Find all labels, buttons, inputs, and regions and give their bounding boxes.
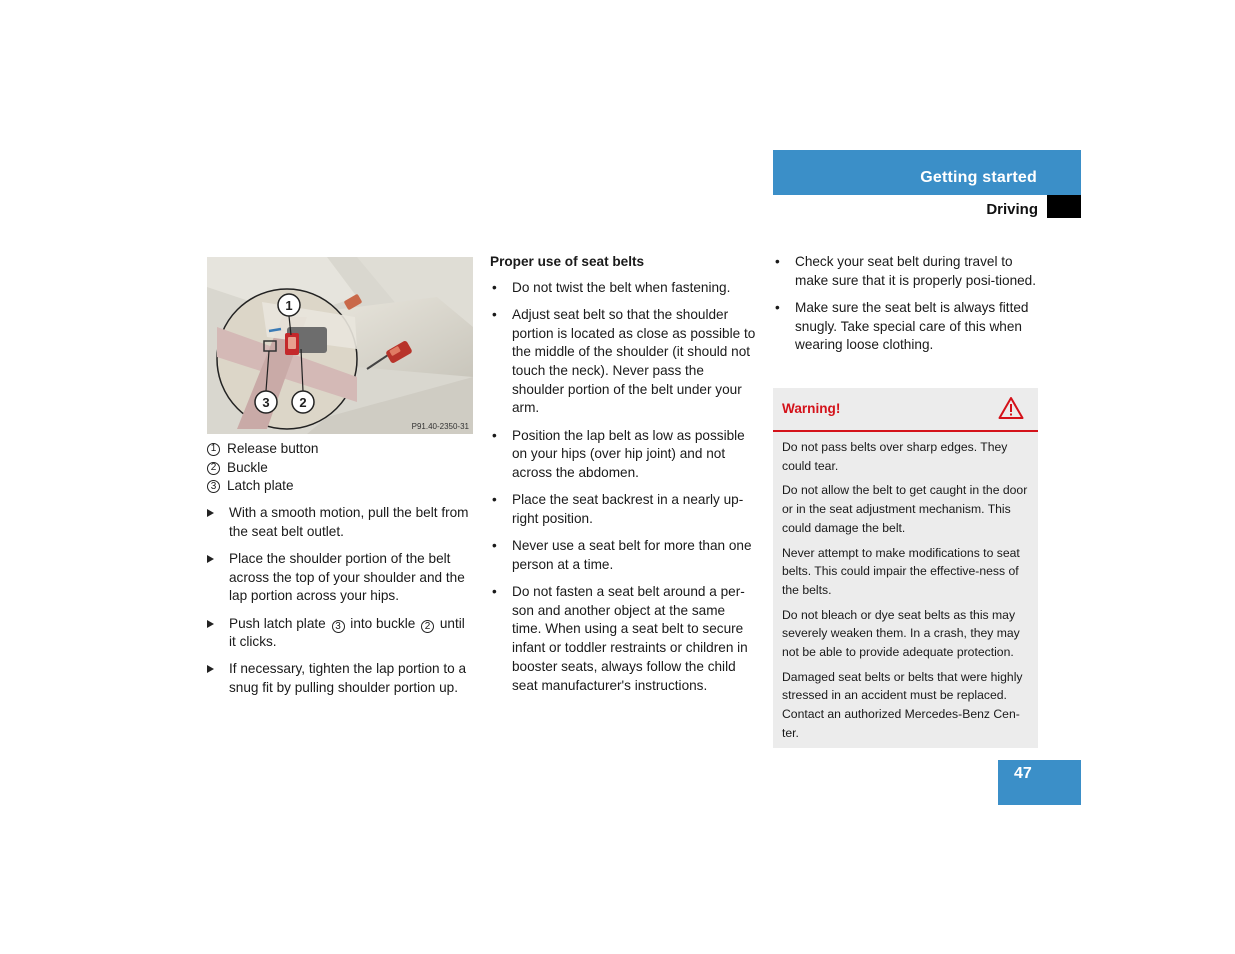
warning-triangle-icon — [998, 396, 1024, 420]
seat-belt-illustration — [207, 257, 473, 434]
arrow-right-icon — [207, 555, 214, 563]
legend-label: Release button — [227, 441, 319, 456]
instruction-step: Push latch plate 3 into buckle 2 until it clicks. — [207, 615, 473, 652]
bullet-icon: • — [492, 279, 497, 295]
instruction-step: If necessary, tighten the lap portion to a snug fit by pulling shoulder portion up. — [207, 660, 473, 697]
bullet-icon: • — [492, 538, 497, 554]
bullet-icon: • — [492, 492, 497, 508]
list-item: • Place the seat backrest in a nearly up-right position. — [492, 492, 744, 526]
list-item: • Make sure the seat belt is always fitted snugly. Take special care of this when wearing loose clothing. — [775, 299, 1029, 353]
legend-label: Latch plate — [227, 478, 294, 494]
bullet-icon: • — [492, 427, 497, 443]
arrow-right-icon — [207, 509, 214, 517]
number-badge: 2 — [421, 620, 434, 633]
section-heading: Proper use of seat belts — [490, 254, 645, 269]
page-number-tab — [998, 760, 1081, 805]
warning-paragraph: Never attempt to make modifications to seat belts. This could impair the effective-ness of the belts. — [782, 545, 1020, 597]
bullet-icon: • — [775, 254, 780, 269]
subsection-title: Driving — [986, 201, 1038, 218]
list-item: • Check your seat belt during travel to make sure that it is properly posi-tioned. — [775, 254, 1037, 288]
left-column — [207, 257, 473, 706]
bullet-icon: • — [492, 306, 497, 322]
warning-header — [773, 388, 1038, 432]
warning-paragraph: Do not bleach or dye seat belts as this may severely weaken them. In a crash, they may not be able to provide adequate protection. — [782, 607, 1020, 660]
legend-label: Buckle — [227, 459, 268, 475]
figure-legend — [207, 440, 473, 496]
arrow-right-icon — [207, 620, 214, 628]
instruction-step: With a smooth motion, pull the belt from the seat belt outlet. — [207, 504, 473, 541]
number-badge: 1 — [207, 443, 220, 456]
check-list — [773, 253, 1038, 355]
middle-column — [490, 253, 756, 704]
legend-item — [207, 477, 473, 496]
section-header — [773, 150, 1081, 195]
subsection-marker — [1047, 195, 1081, 218]
svg-text:2: 2 — [299, 395, 307, 410]
warning-paragraph: Do not pass belts over sharp edges. They could tear. — [782, 440, 1008, 473]
warning-box — [773, 388, 1038, 748]
list-item: • Do not fasten a seat belt around a per-son and another object at the same time. When using a seat belt to secure infant or toddler restraints or children in booster seats, always follow the child seat manufacturer's instructions. — [492, 584, 748, 693]
right-column — [773, 253, 1038, 364]
list-item: • Do not twist the belt when fastening. — [490, 279, 756, 298]
warning-paragraph: Damaged seat belts or belts that were highly stressed in an accident must be replaced. Contact an authorized Mercedes-Benz Cen-ter. — [782, 669, 1023, 740]
section-title: Getting started — [920, 169, 1037, 186]
instruction-step: Place the shoulder portion of the belt across the top of your shoulder and the lap portion across your hips. — [207, 550, 473, 606]
legend-item — [207, 440, 473, 459]
number-badge: 2 — [207, 462, 220, 475]
list-item: • Adjust seat belt so that the shoulder portion is located as close as possible to the middle of the shoulder (it should not touch the neck). Never pass the shoulder portion of the belt under your arm. — [492, 306, 756, 416]
list-item: • Never use a seat belt for more than one person at a time. — [492, 538, 752, 572]
bullet-icon: • — [775, 299, 780, 315]
svg-text:3: 3 — [262, 395, 270, 410]
number-badge: 3 — [207, 480, 220, 493]
instruction-steps — [207, 504, 473, 698]
page-number: 47 — [1014, 765, 1032, 782]
warning-title: Warning! — [782, 401, 841, 416]
warning-body — [773, 432, 1038, 743]
bullet-icon: • — [492, 584, 497, 600]
subsection-header — [773, 195, 1081, 218]
list-item: • Position the lap belt as low as possible on your hips (over hip joint) and not across the abdomen. — [492, 427, 745, 481]
svg-text:1: 1 — [285, 298, 293, 313]
warning-paragraph: Do not allow the belt to get caught in the door or in the seat adjustment mechanism. This could damage the belt. — [782, 483, 1028, 535]
proper-use-list — [490, 279, 756, 696]
seat-belt-figure — [207, 257, 473, 434]
legend-item — [207, 459, 473, 478]
arrow-right-icon — [207, 665, 214, 673]
number-badge: 3 — [332, 620, 345, 633]
figure-code: P91.40-2350-31 — [411, 422, 469, 431]
